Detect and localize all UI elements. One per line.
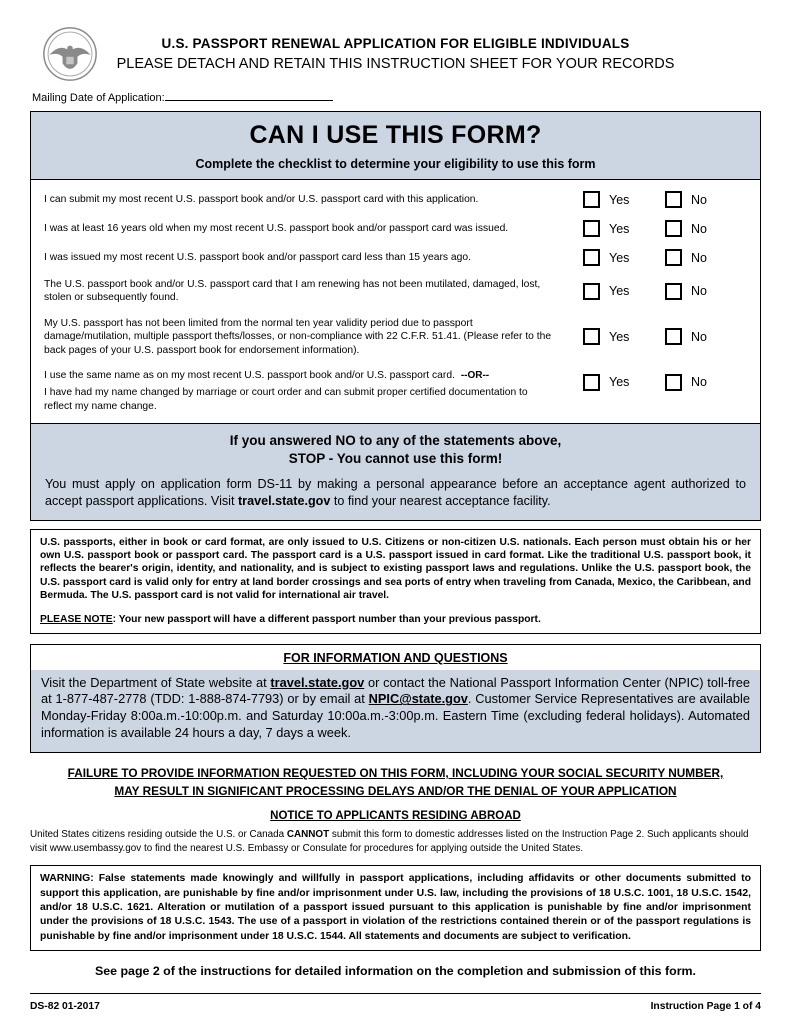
ds11-text-before: You must apply on application form DS-11 by making a personal appearance before an acceptance agent authorized to accept passport applications. Visit (45, 477, 746, 509)
yes-label: Yes (609, 329, 630, 344)
yes-label: Yes (609, 192, 630, 207)
failure-line-2: MAY RESULT IN SIGNIFICANT PROCESSING DELAYS AND/OR THE DENIAL OF YOUR APPLICATION (114, 783, 677, 798)
mailing-date-row (32, 90, 761, 104)
no-checkbox[interactable] (665, 283, 682, 300)
no-checkbox[interactable] (665, 374, 682, 391)
failure-line-1: FAILURE TO PROVIDE INFORMATION REQUESTED ON THIS FORM, INCLUDING YOUR SOCIAL SECURITY NUMBER, (67, 766, 724, 781)
npic-email-link[interactable]: NPIC@state.gov (368, 691, 468, 707)
yes-label: Yes (609, 250, 630, 265)
eligibility-subtitle: Complete the checklist to determine your eligibility to use this form (195, 157, 596, 171)
checklist-item-text: I was at least 16 years old when my most recent U.S. passport book and/or passport card was issued. (44, 222, 509, 234)
stop-section (31, 423, 760, 520)
checklist-row-3 (44, 243, 747, 272)
abroad-seg-2: submit this form to domestic addresses listed on the Instruction Page 2. Such applicants should visit www.usembassy.gov to find the nearest U.S. Embassy or Consulate for procedures for applying outside the United States. (30, 829, 749, 854)
page-footer (30, 994, 761, 1012)
yes-checkbox[interactable] (583, 220, 600, 237)
no-choice (665, 220, 747, 237)
yes-checkbox[interactable] (583, 249, 600, 266)
yes-choice (583, 191, 665, 208)
great-seal-icon (42, 26, 98, 82)
form-subtitle: PLEASE DETACH AND RETAIN THIS INSTRUCTION SHEET FOR YOUR RECORDS (116, 56, 675, 72)
yes-checkbox[interactable] (583, 283, 600, 300)
mailing-date-input[interactable] (165, 90, 333, 101)
checklist-row-5 (44, 311, 747, 363)
ds11-instructions (45, 476, 746, 509)
eligibility-box (30, 111, 761, 521)
yes-checkbox[interactable] (583, 328, 600, 345)
yes-choice (583, 328, 665, 345)
no-label: No (691, 329, 707, 344)
info-seg-1: Visit the Department of State website at (41, 674, 271, 690)
no-label: No (691, 284, 707, 299)
no-choice (665, 328, 747, 345)
no-choice (665, 374, 747, 391)
abroad-seg-1: United States citizens residing outside the U.S. or Canada (30, 829, 287, 841)
checklist-item-text: My U.S. passport has not been limited from the normal ten year validity period due to passport damage/mutilation, multiple passport thefts/losses, or non-compliance with 22 C.F.R. 51.41. (Please refer to the back pages of your U.S. passport book for endorsement information). (44, 317, 552, 356)
eligibility-title: CAN I USE THIS FORM? (249, 121, 542, 149)
checklist-row-1 (44, 185, 747, 214)
ds11-text-after: to find your nearest acceptance facility. (330, 494, 551, 509)
yes-choice (583, 283, 665, 300)
yes-choice (583, 249, 665, 266)
travel-state-gov-link[interactable]: travel.state.gov (270, 674, 365, 690)
information-questions-box (30, 644, 761, 754)
abroad-cannot: CANNOT (286, 829, 330, 841)
checklist-row-2 (44, 214, 747, 243)
checklist-row-6 (44, 363, 747, 419)
yes-label: Yes (609, 375, 630, 390)
eligibility-checklist (31, 180, 760, 423)
failure-notice (30, 765, 761, 800)
no-checkbox[interactable] (665, 328, 682, 345)
form-number: DS-82 01-2017 (30, 1001, 100, 1012)
abroad-notice-body (30, 828, 761, 855)
mailing-date-label: Mailing Date of Application: (32, 92, 165, 104)
warning-label: WARNING: (40, 873, 94, 885)
yes-choice (583, 374, 665, 391)
yes-label: Yes (609, 221, 630, 236)
no-checkbox[interactable] (665, 220, 682, 237)
no-choice (665, 249, 747, 266)
checklist-item-text: I can submit my most recent U.S. passport book and/or U.S. passport card with this application. (44, 193, 479, 205)
item6-part1: I use the same name as on my most recent U.S. passport book and/or U.S. passport card. (44, 369, 455, 381)
no-checkbox[interactable] (665, 191, 682, 208)
yes-label: Yes (609, 284, 630, 299)
stop-line-2: STOP - You cannot use this form! (288, 451, 503, 467)
no-choice (665, 191, 747, 208)
information-questions-title: FOR INFORMATION AND QUESTIONS (31, 645, 760, 670)
no-label: No (691, 192, 707, 207)
warning-box (30, 865, 761, 951)
great-seal-logo (42, 26, 98, 82)
no-choice (665, 283, 747, 300)
no-checkbox[interactable] (665, 249, 682, 266)
yes-choice (583, 220, 665, 237)
page-number: Instruction Page 1 of 4 (650, 1001, 761, 1012)
no-label: No (691, 221, 707, 236)
eligibility-header (31, 112, 760, 180)
no-label: No (691, 375, 707, 390)
please-note-label: PLEASE NOTE (40, 613, 113, 625)
please-note-line (40, 614, 751, 625)
yes-checkbox[interactable] (583, 374, 600, 391)
info-seg-3: . Customer Service Representatives are available Monday-Friday 8:00a.m.-10:00p.m. and Saturday 10:00a.m.-3:00p.m. Eastern Time (excluding federal holidays). Automated information is available 24 hours a day, 7 days a week. (41, 691, 750, 741)
page-header (30, 26, 761, 88)
yes-checkbox[interactable] (583, 191, 600, 208)
checklist-row-4 (44, 272, 747, 311)
passport-card-info-box (30, 529, 761, 634)
information-questions-body (31, 670, 760, 753)
travel-state-gov-link[interactable]: travel.state.gov (237, 494, 331, 509)
see-page-2-note: See page 2 of the instructions for detailed information on the completion and submission of this form. (95, 963, 696, 978)
checklist-item-text: I was issued my most recent U.S. passport book and/or passport card less than 15 years ago. (44, 251, 471, 263)
please-note-text: : Your new passport will have a different passport number than your previous passport. (112, 613, 541, 625)
warning-text: False statements made knowingly and willfully in passport applications, including affidavits or other documents submitted to support this application, are punishable by fine and/or imprisonment under U.S. law, including the provisions of 18 U.S.C. 1001, 18 U.S.C. 1542, and/or 18 U.S.C. 1621. Alteration or mutilation of a passport issued pursuant to this application is punishable by fine and/or imprisonment under the provisions of 18 U.S.C. 1543. The use of a passport in violation of the restrictions contained therein or of the passport regulations is punishable by fine and/or imprisonment under 18 U.S.C. 1544. All statements and documents are subject to verification. (40, 873, 751, 942)
info-seg-2: or contact the National Passport Information Center (NPIC) toll-free at 1-877-487-2778 (TDD: 1-888-874-7793) or by email at (41, 674, 750, 707)
item6-or-label: --OR-- (460, 369, 490, 381)
passport-card-info-text: U.S. passports, either in book or card format, are only issued to U.S. Citizens or non-citizen U.S. nationals. Each person must obtain his or her own U.S. passport book or passport card. The passport card is a U.S. passport issued in card format. Like the traditional U.S. passport book, it reflects the bearer's origin, identity, and nationality, and is subject to existing passport laws and regulations. Unlike the U.S. passport book, the U.S. passport card is valid only for entry at land border crossings and sea ports of entry when traveling from Canada, Mexico, the Caribbean, and Bermuda. The U.S. passport card is not valid for international air travel. (40, 536, 751, 602)
abroad-notice-title: NOTICE TO APPLICANTS RESIDING ABROAD (270, 810, 521, 823)
checklist-item-text: The U.S. passport book and/or U.S. passport card that I am renewing has not been mutilated, damaged, lost, stolen or subsequently found. (44, 279, 541, 304)
no-label: No (691, 250, 707, 265)
form-title: U.S. PASSPORT RENEWAL APPLICATION FOR ELIGIBLE INDIVIDUALS (161, 36, 630, 51)
stop-line-1: If you answered NO to any of the statements above, (229, 433, 562, 448)
item6-part2: I have had my name changed by marriage or court order and can submit proper certified documentation to reflect my name change. (44, 387, 528, 412)
checklist-item-text (44, 369, 583, 413)
